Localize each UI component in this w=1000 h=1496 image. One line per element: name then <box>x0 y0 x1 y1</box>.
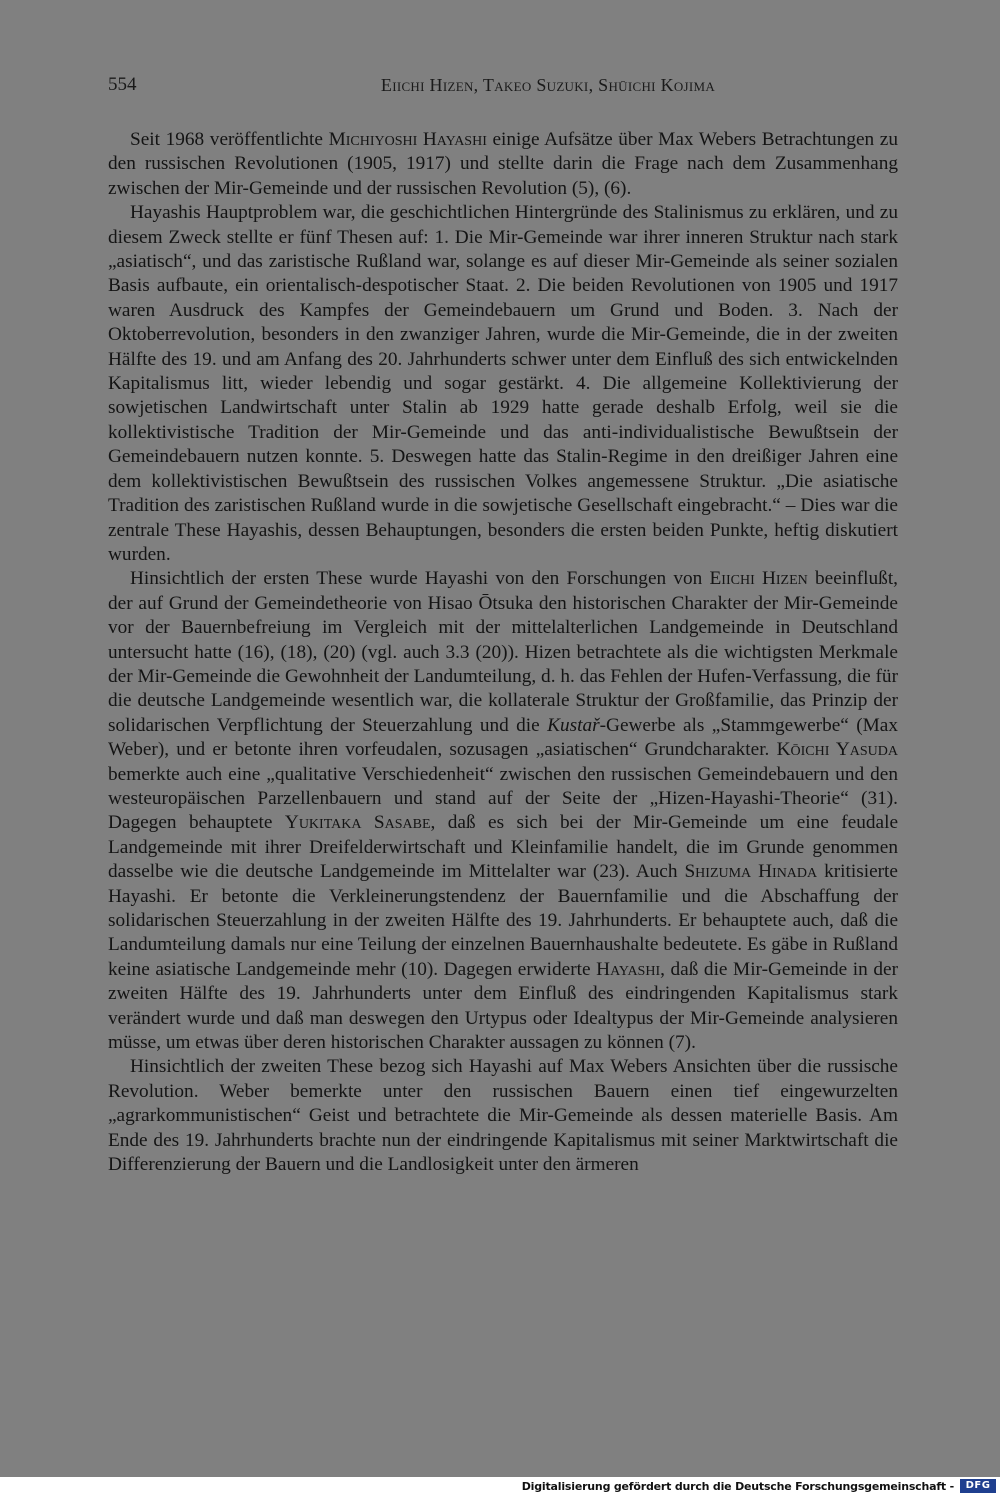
author-name: Yukitaka Sasabe <box>284 812 431 834</box>
text-segment: , daß die Mir-Gemeinde in der zweiten Hälfte des 19. Jahrhunderts unter dem Einfluß des eindringenden Kapitalismus stark verändert wurde und daß man deswegen den Urtypus oder Idealtypus der Mir-Gemeinde analysieren müsse, um etwas über deren historischen Charakter aussagen zu können (7). <box>108 958 898 1054</box>
body-text <box>108 128 898 1177</box>
text-segment: Hinsichtlich der zweiten These bezog sich Hayashi auf Max Webers Ansichten über die russische Revolution. Weber bemerkte unter den russischen Bauern einen tief eingewurzelten „agrarkommunistischen“ Geist und betrachtete die Mir-Gemeinde als dessen materielle Basis. Am Ende des 19. Jahrhunderts brachte nun der eindringende Kapitalismus mit seiner Marktwirtschaft die Differenzierung der Bauern und die Landlosigkeit unter den ärmeren <box>108 1056 898 1176</box>
author-name: Eiichi Hizen <box>709 568 808 590</box>
author-name: Michiyoshi Hayashi <box>328 129 487 150</box>
author-name: Kōichi Yasuda <box>776 739 898 761</box>
page-number: 554 <box>108 74 137 95</box>
running-title: Eiichi Hizen, Takeo Suzuki, Shūichi Kojima <box>380 75 716 95</box>
text-segment: bemerkte auch eine „qualitative Verschiedenheit“ zwischen den russischen Gemeindebauern und den westeuropäischen Parzellenbauern und stand auf der Seite der „Hizen-Hayashi-Theorie“ (31). Dagegen behauptete <box>108 763 898 834</box>
text-segment: -Gewerbe als „Stammgewerbe“ (Max Weber), und er betonte ihren vorfeudalen, sozusagen „asiatischen“ Grundcharakter. <box>108 714 898 761</box>
text-segment: Seit 1968 veröffentlichte <box>130 129 329 150</box>
paragraph-2 <box>108 201 898 567</box>
footer-bar <box>0 1477 1000 1496</box>
paragraph-4 <box>108 1055 898 1177</box>
text-segment: beeinflußt, der auf Grund der Gemeindetheorie von Hisao Ōtsuka den historischen Charakter der Mir-Gemeinde vor der Bauernbefreiung im Vergleich mit der mittelalterlichen Landgemeinde in Deutschland untersucht hatte (16), (18), (20) (vgl. auch 3.3 (20)). Hizen betrachtete als die wichtigsten Merkmale der Mir-Gemeinde die Gewohnheit der Landumteilung, d. h. das Fehlen der Hufen-Verfassung, die für die deutsche Landgemeinde wesentlich war, die kollaterale Struktur der Großfamilie, das Prinzip der solidarischen Verpflichtung der Steuerzahlung und die <box>108 568 898 736</box>
author-name: Shizuma Hinada <box>684 861 818 883</box>
author-name: Hayashi <box>596 958 661 980</box>
text-segment: Hayashis Hauptproblem war, die geschichtlichen Hintergründe des Stalinismus zu erklären, und zu diesem Zweck stellte er fünf Thesen auf: 1. Die Mir-Gemeinde war ihrer inneren Struktur nach stark „asiatisch“, und das zaristische Rußland war, solange es auf dieser Mir-Gemeinde als seiner sozialen Basis aufbaute, ein orientalisch-despotischer Staat. 2. Die beiden Revolutionen von 1905 und 1917 waren Ausdruck des Kampfes der Gemeindebauern um Grund und Boden. 3. Nach der Oktoberrevolution, besonders in den zwanziger Jahren, wurde die Mir-Gemeinde, die in der zweiten Hälfte des 19. und am Anfang des 20. Jahrhunderts schwer unter dem Einfluß des sich entwickelnden Kapitalismus litt, wieder lebendig und sogar gestärkt. 4. Die allgemeine Kollektivierung der sowjetischen Landwirtschaft unter Stalin ab 1929 hatte gerade deshalb Erfolg, weil sie die kollektivistische Tradition der Mir-Gemeinde und das anti-individualistische Bewußtsein der Gemeindebauern nutzen konnte. 5. Deswegen hatte das Stalin-Regime in den dreißiger Jahren eine dem kollektivistischen Bewußtsein des russischen Volkes angemessene Struktur. „Die asiatische Tradition des zaristischen Rußland wurde in die sowjetische Gesellschaft eingebracht.“ – Dies war die zentrale These Hayashis, dessen Behauptungen, besonders die ersten beiden Punkte, heftig diskutiert wurden. <box>108 202 898 565</box>
text-segment: , daß es sich bei der Mir-Gemeinde um eine feudale Landgemeinde mit ihrer Dreifelderwirtschaft und Kleinfamilie handelt, die im Grunde genommen dasselbe wie die deutsche Landgemeinde im Mittelalter war (23). Auch <box>108 812 899 883</box>
funding-credit: Digitalisierung gefördert durch die Deutsche Forschungsgemeinschaft - <box>521 1480 954 1493</box>
italic-term: Kustař <box>547 714 600 736</box>
paragraph-3 <box>108 567 898 1055</box>
text-segment: Hinsichtlich der ersten These wurde Hayashi von den Forschungen von <box>130 568 710 590</box>
text-segment: einige Aufsätze über Max Webers Betrachtungen zu den russischen Revolutionen (1905, 1917) und stellte darin die Frage nach dem Zusammenhang zwischen der Mir-Gemeinde und der russischen Revolution (5), (6). <box>108 129 898 199</box>
dfg-logo-icon[interactable]: DFG <box>960 1479 996 1493</box>
running-head <box>108 72 898 102</box>
text-segment: kritisierte Hayashi. Er betonte die Verkleinerungstendenz der Bauernfamilie und die Abschaffung der solidarischen Steuerzahlung in der zweiten Hälfte des 19. Jahrhunderts. Er behauptete auch, daß die Landumteilung damals nur eine Teilung der einzelnen Bauernhaushalte bedeutete. Es gäbe in Rußland keine asiatische Landgemeinde mehr (10). Dagegen erwiderte <box>108 861 898 980</box>
paragraph-1 <box>108 128 898 201</box>
